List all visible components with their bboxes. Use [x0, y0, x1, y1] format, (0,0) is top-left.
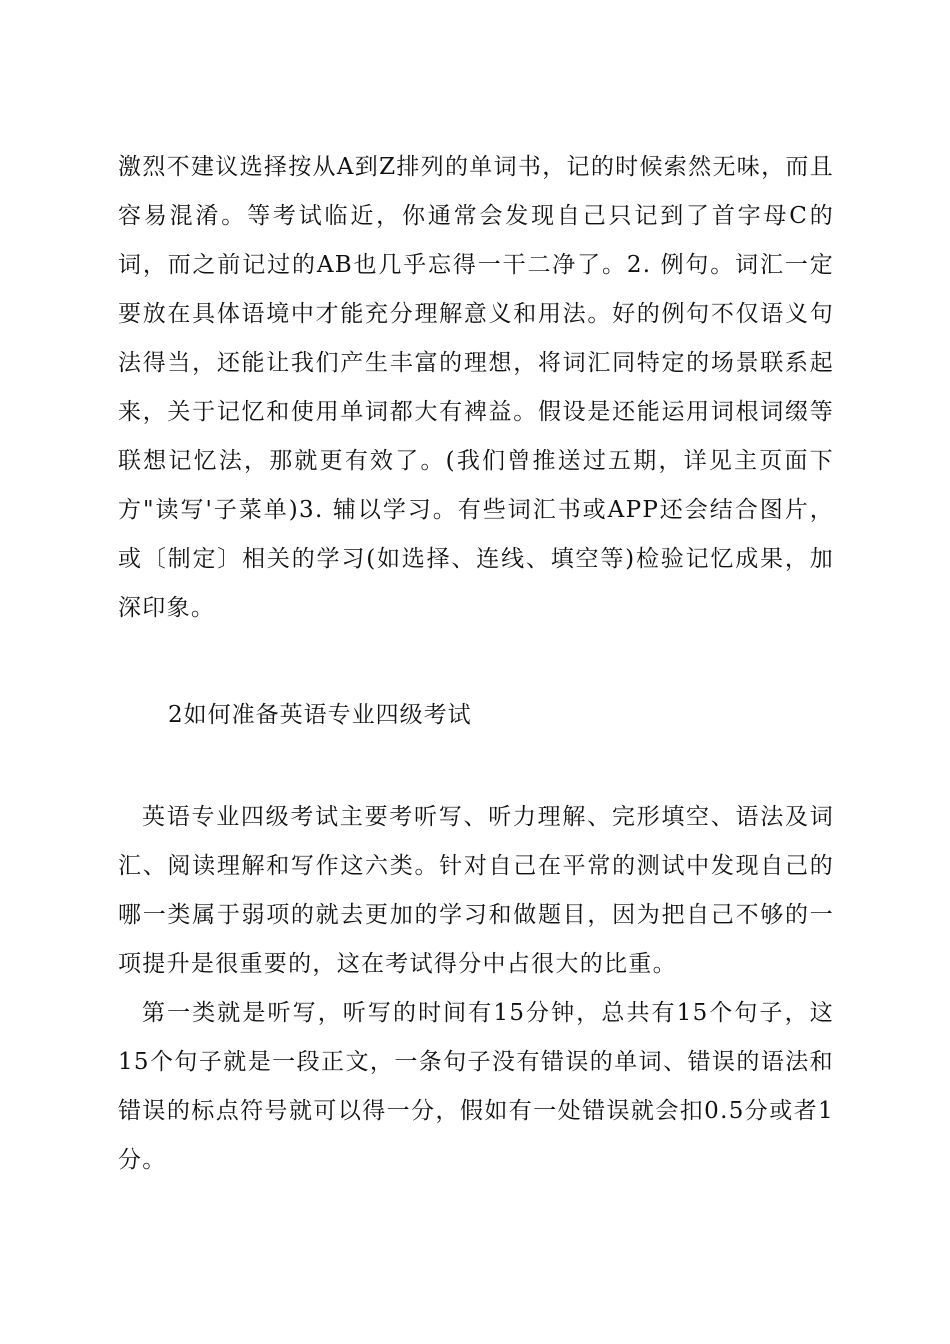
- paragraph-vocabulary-tips: 激烈不建议选择按从A到Z排列的单词书，记的时候索然无味，而且容易混淆。等考试临近，你通常会发现自己只记到了首字母C的词，而之前记过的AB也几乎忘得一干二净了。2. 例句。词汇一定要放在具体语境中才能充分理解意义和用法。好的例句不仅语义句法得当，还能让我们产生丰富的理想，将词汇同特定的场景联系起来，关于记忆和使用单词都大有裨益。假设是还能运用词根词缀等联想记忆法，那就更有效了。(我们曾推送过五期，详见主页面下方"读写'子菜单)3. 辅以学习。有些词汇书或APP还会结合图片，或〔制定〕相关的学习(如选择、连线、填空等)检验记忆成果，加深印象。: [118, 154, 834, 621]
- paragraph-exam-overview: 英语专业四级考试主要考听写、听力理解、完形填空、语法及词汇、阅读理解和写作这六类。针对自己在平常的测试中发现自己的哪一类属于弱项的就去更加的学习和做题目，因为把自己不够的一项提升是很重要的，这在考试得分中占很大的比重。: [118, 804, 834, 977]
- paragraph-dictation: 第一类就是听写，听写的时间有15分钟，总共有15个句子，这15个句子就是一段正文，一条句子没有错误的单词、错误的语法和错误的标点符号就可以得一分，假如有一处错误就会扣0.5分或者1分。: [118, 1000, 834, 1173]
- section-heading: 2如何准备英语专业四级考试: [168, 702, 472, 728]
